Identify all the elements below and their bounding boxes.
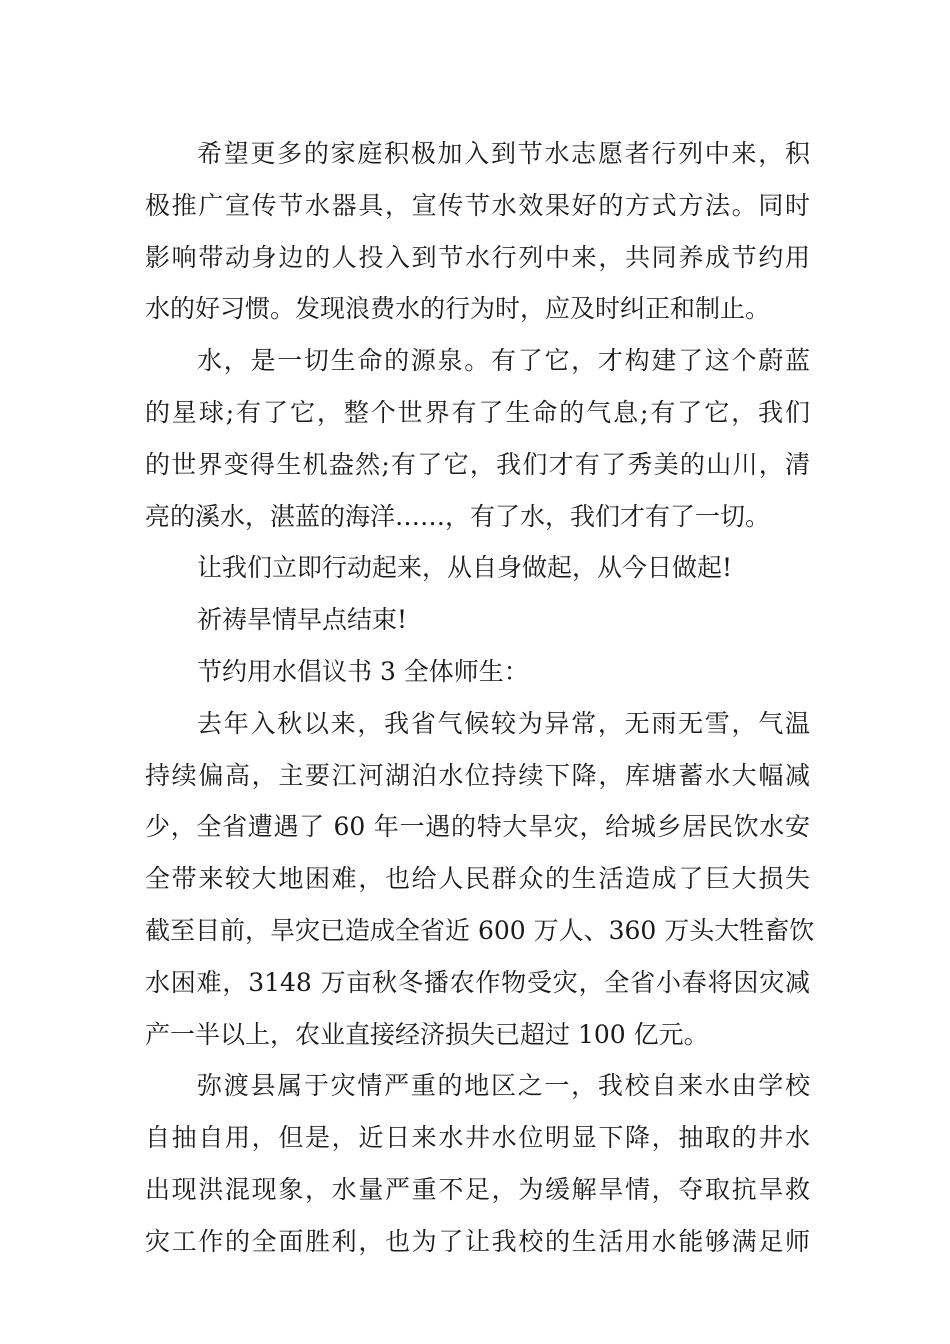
text-line: 持续偏高，主要江河湖泊水位持续下降，库塘蓄水大幅减 — [145, 760, 810, 790]
text-line: 灾工作的全面胜利，也为了让我校的生活用水能够满足师 — [145, 1226, 810, 1256]
text-line: 亮的溪水，湛蓝的海洋……，有了水，我们才有了一切。 — [145, 501, 771, 531]
text-line: 水困难，3148 万亩秋冬播农作物受灾，全省小春将因灾减 — [145, 967, 810, 997]
text-line: 的星球;有了它，整个世界有了生命的气息;有了它，我们 — [145, 397, 810, 427]
text-line: 产一半以上，农业直接经济损失已超过 100 亿元。 — [145, 1019, 709, 1049]
text-line: 自抽自用，但是，近日来水井水位明显下降，抽取的井水 — [145, 1123, 810, 1153]
text-line: 截至目前，旱灾已造成全省近 600 万人、360 万头大牲畜饮 — [145, 915, 815, 945]
text-line: 水的好习惯。发现浪费水的行为时，应及时纠正和制止。 — [145, 294, 771, 324]
text-line: 全带来较大地困难，也给人民群众的生活造成了巨大损失 — [145, 864, 810, 894]
text-line: 的世界变得生机盎然;有了它，我们才有了秀美的山川，清 — [145, 449, 810, 479]
text-line: 祈祷旱情早点结束! — [197, 605, 408, 635]
text-line: 希望更多的家庭积极加入到节水志愿者行列中来，积 — [197, 139, 810, 168]
text-line: 水，是一切生命的源泉。有了它，才构建了这个蔚蓝 — [197, 346, 810, 376]
text-line: 少，全省遭遇了 60 年一遇的特大旱灾，给城乡居民饮水安 — [145, 812, 810, 842]
text-line: 影响带动身边的人投入到节水行列中来，共同养成节约用 — [145, 242, 810, 272]
document-body — [145, 128, 815, 1268]
text-line: 出现洪混现象，水量严重不足，为缓解旱情，夺取抗旱救 — [145, 1174, 810, 1204]
text-line: 让我们立即行动起来，从自身做起，从今日做起! — [197, 553, 733, 583]
text-line: 极推广宣传节水器具，宣传节水效果好的方式方法。同时 — [145, 190, 810, 220]
section-heading: 节约用水倡议书 3 全体师生： — [197, 656, 529, 686]
text-line: 去年入秋以来，我省气候较为异常，无雨无雪，气温 — [197, 708, 810, 738]
text-line: 弥渡县属于灾情严重的地区之一，我校自来水由学校 — [197, 1071, 810, 1101]
